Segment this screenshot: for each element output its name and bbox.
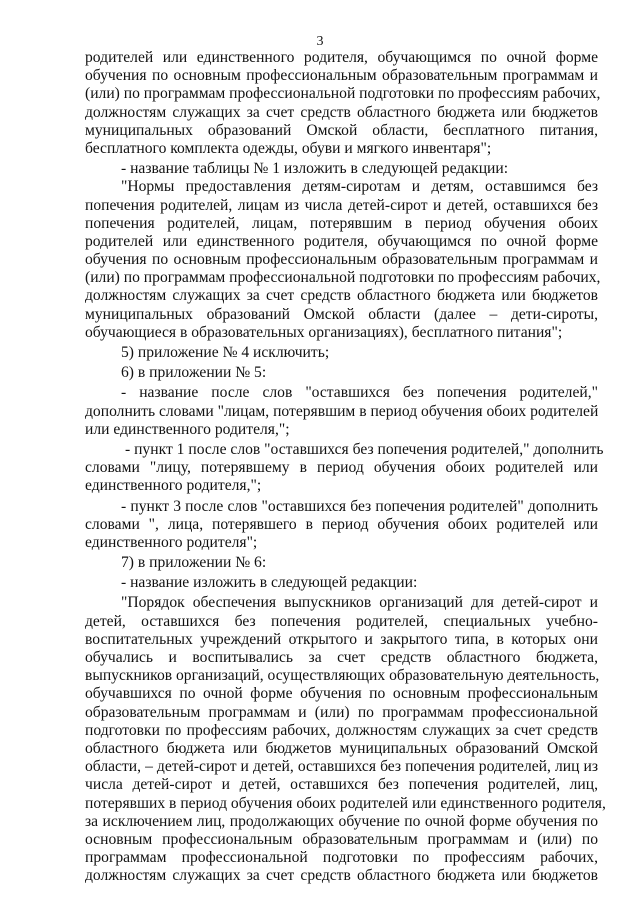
text-line: подготовки по профессиям рабочих, должностям служащих за счет средств xyxy=(85,721,598,739)
text-line: выпускников организаций, осуществляющих образовательную деятельность, xyxy=(85,667,600,685)
text-line: или единственного родителя,"; xyxy=(85,420,290,438)
text-line: - название после слов "оставшихся без попечения родителей," xyxy=(121,384,598,402)
text-line: должностям служащих за счет средств областного бюджета или бюджетов xyxy=(85,867,598,885)
text-line: должностям служащих за счет средств областного бюджета или бюджетов xyxy=(85,287,598,305)
text-line: за исключением лиц, продолжающих обучение по очной форме обучения по xyxy=(85,812,598,830)
text-line: воспитательных учреждений открытого и закрытого типа, в которых они xyxy=(85,630,598,648)
text-line: обучения по основным профессиональным образовательным программам и xyxy=(85,251,598,269)
text-line: обучавшихся по очной форме обучения по основным профессиональным xyxy=(85,685,598,703)
text-line: (или) по программам профессиональной подготовки по профессиям рабочих, xyxy=(85,85,601,103)
text-line: единственного родителя,"; xyxy=(85,477,262,495)
text-line: - название изложить в следующей редакции: xyxy=(121,574,418,592)
text-line: обучения по основным профессиональным образовательным программам и xyxy=(85,67,598,85)
text-line: родителей или единственного родителя, обучающимся по очной форме xyxy=(85,49,598,66)
text-line: - название таблицы № 1 изложить в следующей редакции: xyxy=(121,160,509,178)
text-line: обучались и воспитывались за счет средств областного бюджета, xyxy=(85,649,598,666)
text-line: должностям служащих за счет средств областного бюджета или бюджетов xyxy=(85,103,598,121)
text-line: "Нормы предоставления детям-сиротам и детям, оставшимся без xyxy=(121,178,598,196)
text-line: детей, оставшихся без попечения родителей, специальных учебно- xyxy=(85,612,598,630)
text-line: программам профессиональной подготовки по профессиям рабочих, xyxy=(85,849,598,867)
text-line: муниципальных образований Омской области, бесплатного питания, xyxy=(85,121,598,139)
text-line: 5) приложение № 4 исключить; xyxy=(121,344,330,361)
text-line: образовательным программам и (или) по программам профессиональной xyxy=(85,703,598,721)
text-line: попечения родителей, лицам, потерявшим в период обучения обоих xyxy=(85,214,598,232)
text-line: - пункт 1 после слов "оставшихся без попечения родителей," дополнить xyxy=(125,440,604,458)
text-line: словами ", лица, потерявшего в период обучения обоих родителей или xyxy=(85,515,598,533)
text-line: - пункт 3 после слов "оставшихся без попечения родителей" дополнить xyxy=(121,497,598,515)
text-line: 7) в приложении № 6: xyxy=(121,554,267,572)
text-line: области, – детей-сирот и детей, оставшихся без попечения родителей, лиц из xyxy=(85,758,598,776)
text-line: родителей или единственного родителя, обучающимся по очной форме xyxy=(85,232,598,250)
text-line: основным профессиональным образовательным программам и (или) по xyxy=(85,830,598,848)
text-line: единственного родителя"; xyxy=(85,533,258,551)
text-line: 6) в приложении № 5: xyxy=(121,364,267,382)
text-line: попечения родителей, лицам из числа детей-сирот и детей, оставшихся без xyxy=(85,196,598,214)
text-line: числа детей-сирот и детей, оставшихся без попечения родителей, лиц, xyxy=(85,776,598,794)
text-line: (или) по программам профессиональной подготовки по профессиям рабочих, xyxy=(85,269,601,287)
text-line: "Порядок обеспечения выпускников организаций для детей-сирот и xyxy=(121,594,598,612)
text-line: потерявших в период обучения обоих родителей или единственного родителя, xyxy=(85,794,606,812)
text-line: словами "лицу, потерявшему в период обучения обоих родителей или xyxy=(85,459,598,477)
text-line: дополнить словами "лицам, потерявшим в период обучения обоих родителей xyxy=(85,402,599,420)
text-line: областного бюджета или бюджетов муниципальных образований Омской xyxy=(85,739,598,757)
text-line: обучающиеся в образовательных организациях), бесплатного питания"; xyxy=(85,323,563,341)
text-line: муниципальных образований Омской области (далее – дети-сироты, xyxy=(85,305,598,323)
page-number: 3 xyxy=(316,34,324,49)
document-body xyxy=(85,49,606,885)
text-line: бесплатного комплекта одежды, обуви и мягкого инвентаря"; xyxy=(85,139,492,157)
